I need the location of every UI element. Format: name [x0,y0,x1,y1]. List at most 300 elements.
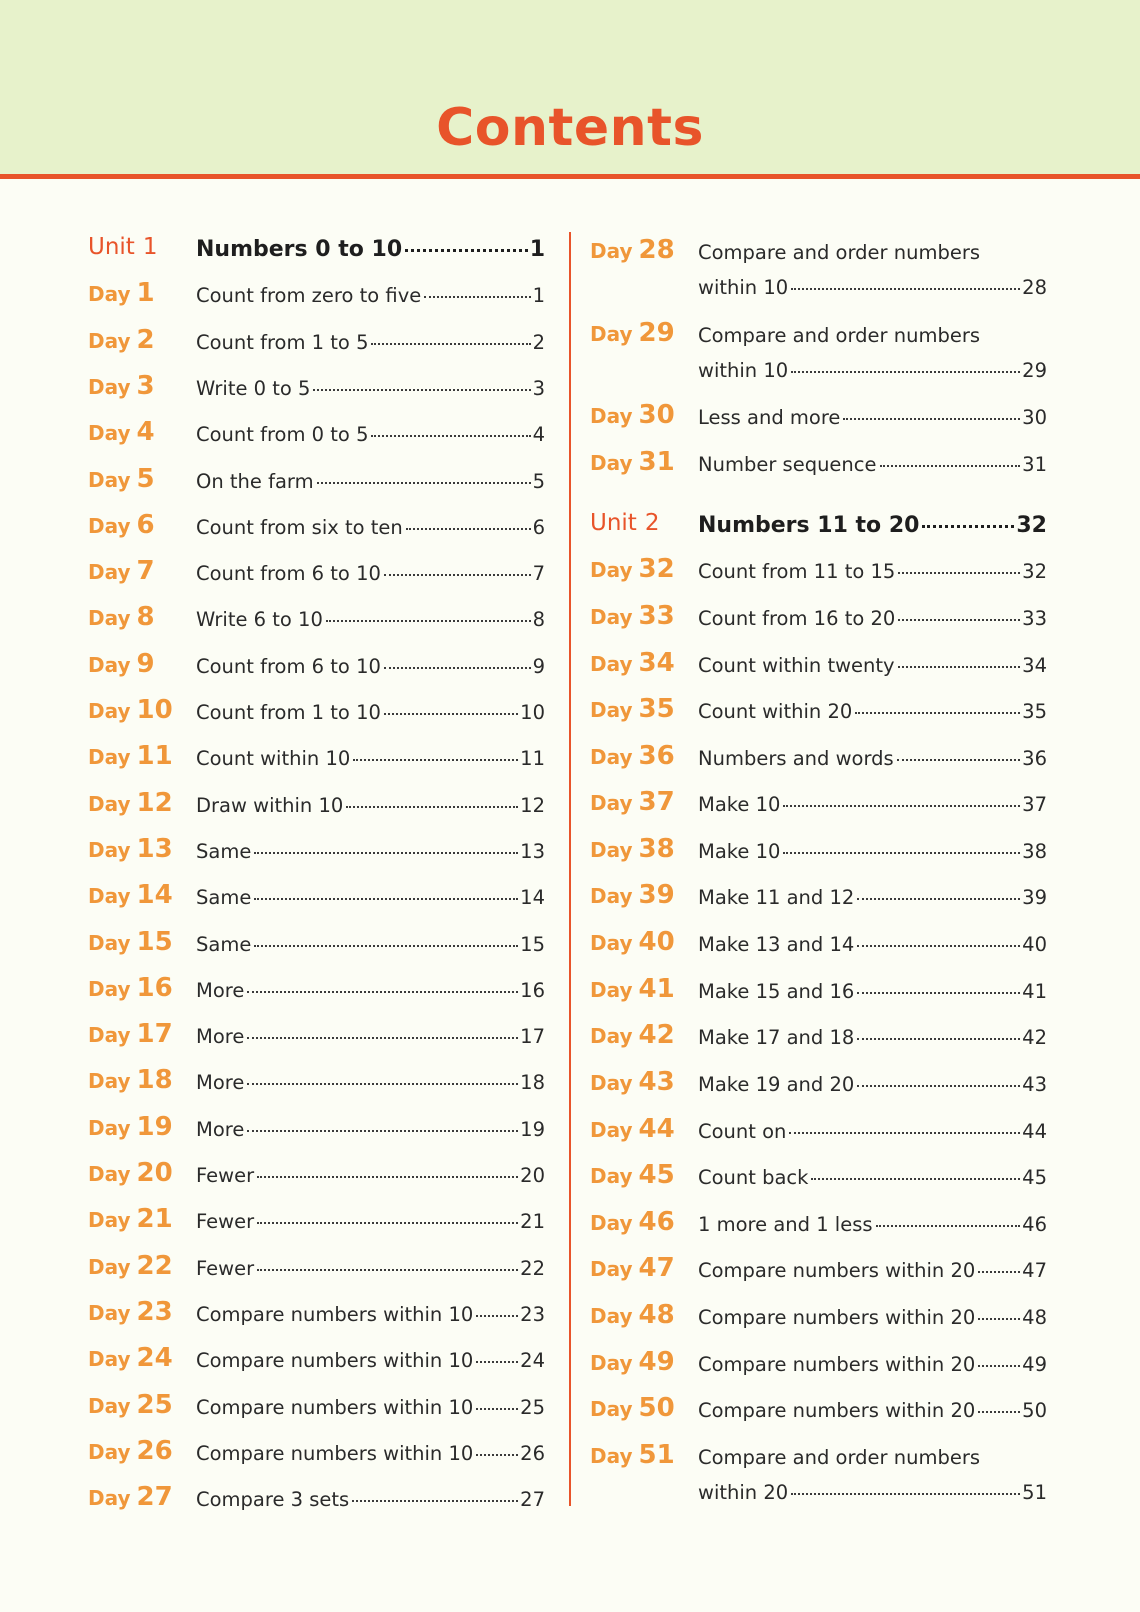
entry-title: Make 17 and 18 [698,1026,855,1049]
day-label [88,1297,173,1327]
page-number: 7 [532,562,545,585]
page-number: 32 [1022,560,1047,583]
page-number: 18 [520,1071,545,1094]
day-label [88,464,155,494]
day-label [590,1067,675,1097]
leader-dots [384,667,531,669]
entry-title-line [196,377,545,400]
day-word: Day [88,329,131,353]
day-label [88,880,173,910]
day-number: 31 [638,447,675,477]
entry-title-line [196,1071,545,1094]
leader-dots [897,759,1021,761]
page-number: 51 [1022,1481,1047,1504]
day-number: 27 [136,1482,173,1512]
entry-title-line [196,1396,545,1419]
day-word: Day [88,745,131,769]
day-word: Day [590,605,633,629]
day-number: 34 [638,648,675,678]
day-number: 5 [136,464,155,494]
entry-title: within 10 [698,276,789,299]
leader-dots [424,296,530,298]
page-number: 47 [1022,1259,1047,1282]
day-label [590,400,675,430]
day-label [88,325,155,355]
page-number: 22 [520,1257,545,1280]
day-word: Day [88,838,131,862]
unit-label [88,234,157,260]
entry-title-line [698,1213,1047,1236]
page-number: 46 [1022,1213,1047,1236]
leader-dots [855,712,1020,714]
entry-title: On the farm [196,470,314,493]
page-number: 28 [1022,276,1047,299]
entry-title-line [196,794,545,817]
entry-title-line [698,560,1047,583]
entry-title-line1: Compare and order numbers [698,324,980,347]
day-word: Day [590,1444,633,1468]
day-number: 36 [638,741,675,771]
entry-title-line [196,886,545,909]
entry-title-line [698,406,1047,429]
day-word: Day [88,560,131,584]
page-number: 3 [532,377,545,400]
day-word: Day [88,699,131,723]
page-number: 10 [520,701,545,724]
day-word: Day [88,931,131,955]
entry-title: Fewer [196,1257,255,1280]
entry-title: Compare numbers within 10 [196,1303,474,1326]
entry-title-line [698,700,1047,723]
leader-dots [371,435,530,437]
page-number: 32 [1016,513,1047,538]
page-number: 25 [520,1396,545,1419]
day-number: 25 [136,1390,173,1420]
entry-title: Count from 11 to 15 [698,560,896,583]
entry-title: Compare numbers within 20 [698,1259,976,1282]
day-word: Day [88,606,131,630]
page-number: 30 [1022,406,1047,429]
entry-title-line [698,793,1047,816]
day-number: 45 [638,1160,675,1190]
day-label [590,1020,675,1050]
page-number: 31 [1022,453,1047,476]
day-number: 30 [638,400,675,430]
entry-title: Compare 3 sets [196,1488,350,1511]
day-label [590,554,675,584]
leader-dots [476,1315,518,1317]
day-word: Day [590,931,633,955]
entry-title-line [698,980,1047,1003]
day-word: Day [590,322,633,346]
day-word: Day [88,1255,131,1279]
day-label [590,1440,675,1470]
day-label [590,1114,675,1144]
day-label [590,235,675,265]
day-number: 11 [136,741,173,771]
entry-title: Count back [698,1166,809,1189]
entry-title: Count from zero to five [196,284,422,307]
day-word: Day [88,514,131,538]
day-word: Day [590,1351,633,1375]
entry-title-line [196,1303,545,1326]
entry-title: Write 0 to 5 [196,377,311,400]
page-number: 26 [520,1442,545,1465]
entry-title-line [698,1481,1047,1504]
entry-title: within 10 [698,359,789,382]
leader-dots [313,389,530,391]
unit-title-line [196,237,545,262]
entry-title: Numbers and words [698,747,894,770]
entry-title: Draw within 10 [196,794,344,817]
leader-dots [384,713,518,715]
day-number: 10 [136,695,173,725]
page-number: 11 [520,747,545,770]
page-title: Contents [436,98,704,158]
day-word: Day [590,1118,633,1142]
entry-title-line1: Compare and order numbers [698,1446,980,1469]
leader-dots [791,1493,1020,1495]
entry-title: Count from 16 to 20 [698,607,896,630]
day-word: Day [88,375,131,399]
page-number: 33 [1022,607,1047,630]
day-word: Day [590,239,633,263]
page-number: 49 [1022,1353,1047,1376]
day-label [590,880,675,910]
day-label [590,974,675,1004]
day-number: 47 [638,1253,675,1283]
day-number: 43 [638,1067,675,1097]
page-number: 1 [532,284,545,307]
day-label [590,447,675,477]
entry-title-line [196,608,545,631]
entry-title-line [196,1257,545,1280]
leader-dots [978,1411,1020,1413]
entry-title: Count from 6 to 10 [196,655,381,678]
page-number: 1 [529,237,545,262]
entry-title: Count from 6 to 10 [196,562,381,585]
leader-dots [876,1225,1021,1227]
day-label [88,834,173,864]
entry-title: within 20 [698,1481,789,1504]
entry-title-line [698,1073,1047,1096]
leader-dots [247,1130,518,1132]
leader-dots [922,525,1014,528]
day-word: Day [88,468,131,492]
day-label [590,927,675,957]
entry-title: More [196,1025,245,1048]
entry-title-line [196,1488,545,1511]
entry-title-line [698,747,1047,770]
day-word: Day [88,1116,131,1140]
page-number: 19 [520,1118,545,1141]
leader-dots [978,1271,1020,1273]
day-number: 33 [638,601,675,631]
entry-title: Compare numbers within 10 [196,1349,474,1372]
entry-title-line [698,654,1047,677]
page-number: 13 [520,840,545,863]
entry-title: Less and more [698,406,841,429]
page-number: 29 [1022,359,1047,382]
day-word: Day [590,1164,633,1188]
day-label [88,1019,173,1049]
day-number: 22 [136,1251,173,1281]
entry-title-line [196,933,545,956]
day-number: 15 [136,927,173,957]
leader-dots [326,620,531,622]
entry-title: Count from 1 to 5 [196,331,369,354]
day-label [590,601,675,631]
entry-title-line [196,701,545,724]
day-word: Day [88,1394,131,1418]
leader-dots [247,991,518,993]
day-number: 17 [136,1019,173,1049]
entry-title: Count within twenty [698,654,895,677]
day-word: Day [590,1071,633,1095]
day-word: Day [88,421,131,445]
leader-dots [857,1038,1020,1040]
leader-dots [405,249,528,252]
leader-dots [353,759,518,761]
leader-dots [247,1083,518,1085]
entry-title-line [196,1025,545,1048]
unit-number: 1 [142,234,158,260]
entry-title: Fewer [196,1210,255,1233]
entry-title-line [698,840,1047,863]
day-number: 1 [136,278,155,308]
day-word: Day [590,1397,633,1421]
page-number: 4 [532,423,545,446]
page-number: 12 [520,794,545,817]
day-label [590,1207,675,1237]
day-word: Day [88,1301,131,1325]
day-label [88,1065,173,1095]
day-number: 8 [136,602,155,632]
day-number: 39 [638,880,675,910]
leader-dots [254,898,518,900]
day-number: 44 [638,1114,675,1144]
entry-title: Count from six to ten [196,516,403,539]
day-word: Day [88,1162,131,1186]
entry-title-line [698,1166,1047,1189]
day-number: 19 [136,1112,173,1142]
entry-title: Write 6 to 10 [196,608,323,631]
leader-dots [791,371,1020,373]
day-label [88,927,173,957]
leader-dots [257,1269,518,1271]
entry-title: Make 13 and 14 [698,933,855,956]
page-number: 36 [1022,747,1047,770]
day-label [88,510,155,540]
day-label [88,556,155,586]
entry-title: Make 10 [698,840,781,863]
unit-title: Numbers 11 to 20 [698,513,920,538]
day-word: Day [88,792,131,816]
entry-title-line [698,1026,1047,1049]
leader-dots [898,666,1021,668]
day-label [590,834,675,864]
page-number: 2 [532,331,545,354]
day-label [590,1393,675,1423]
day-word: Day [590,1211,633,1235]
day-number: 42 [638,1020,675,1050]
entry-title-line [698,886,1047,909]
day-label [590,318,675,348]
leader-dots [843,418,1020,420]
leader-dots [317,482,531,484]
unit-number: 2 [644,510,660,536]
entry-title-line [196,979,545,1002]
day-label [590,694,675,724]
leader-dots [257,1176,518,1178]
leader-dots [978,1365,1020,1367]
entry-title: Make 10 [698,793,781,816]
entry-title-line [196,1349,545,1372]
page-number: 50 [1022,1399,1047,1422]
leader-dots [857,992,1020,994]
entry-title: More [196,1118,245,1141]
day-number: 40 [638,927,675,957]
leader-dots [247,1037,518,1039]
leader-dots [384,574,531,576]
leader-dots [476,1361,518,1363]
day-label [88,371,155,401]
day-number: 12 [136,788,173,818]
page-number: 21 [520,1210,545,1233]
day-label [590,787,675,817]
page-number: 17 [520,1025,545,1048]
page-number: 20 [520,1164,545,1187]
day-number: 7 [136,556,155,586]
entry-title-line [196,655,545,678]
entry-title-line [698,1259,1047,1282]
entry-title: Count within 10 [196,747,351,770]
leader-dots [476,1454,518,1456]
page-number: 8 [532,608,545,631]
entry-title-line [196,1210,545,1233]
page-number: 43 [1022,1073,1047,1096]
day-label [590,741,675,771]
day-word: Day [88,884,131,908]
day-word: Day [88,1486,131,1510]
entry-title-line [698,359,1047,382]
entry-title-line [698,1399,1047,1422]
day-number: 4 [136,417,155,447]
entry-title: Fewer [196,1164,255,1187]
day-label [88,1436,173,1466]
entry-title-line [196,423,545,446]
leader-dots [783,852,1020,854]
entry-title-line [698,1120,1047,1143]
page-number: 16 [520,979,545,1002]
page-number: 14 [520,886,545,909]
page-number: 37 [1022,793,1047,816]
unit-word: Unit [590,510,637,536]
unit-title-line [698,513,1047,538]
leader-dots [352,1500,518,1502]
page-number: 24 [520,1349,545,1372]
day-word: Day [88,977,131,1001]
day-number: 51 [638,1440,675,1470]
day-number: 26 [136,1436,173,1466]
day-label [590,648,675,678]
leader-dots [476,1408,518,1410]
day-label [88,1251,173,1281]
day-number: 48 [638,1300,675,1330]
entry-title-line [196,470,545,493]
entry-title-line [196,747,545,770]
page-number: 15 [520,933,545,956]
entry-title: Make 19 and 20 [698,1073,855,1096]
day-number: 21 [136,1204,173,1234]
entry-title-line [698,276,1047,299]
entry-title: Same [196,933,252,956]
leader-dots [978,1318,1020,1320]
day-number: 49 [638,1347,675,1377]
day-number: 24 [136,1343,173,1373]
entry-title-line [698,453,1047,476]
leader-dots [880,465,1021,467]
day-label [590,1253,675,1283]
entry-title: Compare numbers within 10 [196,1396,474,1419]
page-number: 44 [1022,1120,1047,1143]
leader-dots [791,288,1020,290]
day-number: 46 [638,1207,675,1237]
leader-dots [857,1085,1020,1087]
day-word: Day [88,1208,131,1232]
day-word: Day [590,652,633,676]
day-number: 6 [136,510,155,540]
leader-dots [898,619,1020,621]
leader-dots [406,528,531,530]
entry-title: 1 more and 1 less [698,1213,873,1236]
day-number: 37 [638,787,675,817]
day-word: Day [590,745,633,769]
page-number: 39 [1022,886,1047,909]
entry-title: Same [196,840,252,863]
day-label [88,1390,173,1420]
day-word: Day [88,1347,131,1371]
day-label [88,649,155,679]
unit-label [590,510,659,536]
column-divider [569,232,571,1506]
page-number: 45 [1022,1166,1047,1189]
day-word: Day [590,838,633,862]
day-label [88,695,173,725]
page-number: 35 [1022,700,1047,723]
page-number: 6 [532,516,545,539]
day-label [88,1204,173,1234]
entry-title-line [698,933,1047,956]
entry-title: Same [196,886,252,909]
entry-title-line [698,1353,1047,1376]
day-number: 35 [638,694,675,724]
day-label [88,1482,173,1512]
leader-dots [811,1178,1020,1180]
day-number: 29 [638,318,675,348]
page-number: 48 [1022,1306,1047,1329]
entry-title: Count from 0 to 5 [196,423,369,446]
page-number: 9 [532,655,545,678]
day-word: Day [88,282,131,306]
page-number: 5 [532,470,545,493]
day-label [88,278,155,308]
day-label [88,788,173,818]
day-label [88,1158,173,1188]
entry-title-line [196,1442,545,1465]
day-word: Day [590,698,633,722]
entry-title-line [698,607,1047,630]
